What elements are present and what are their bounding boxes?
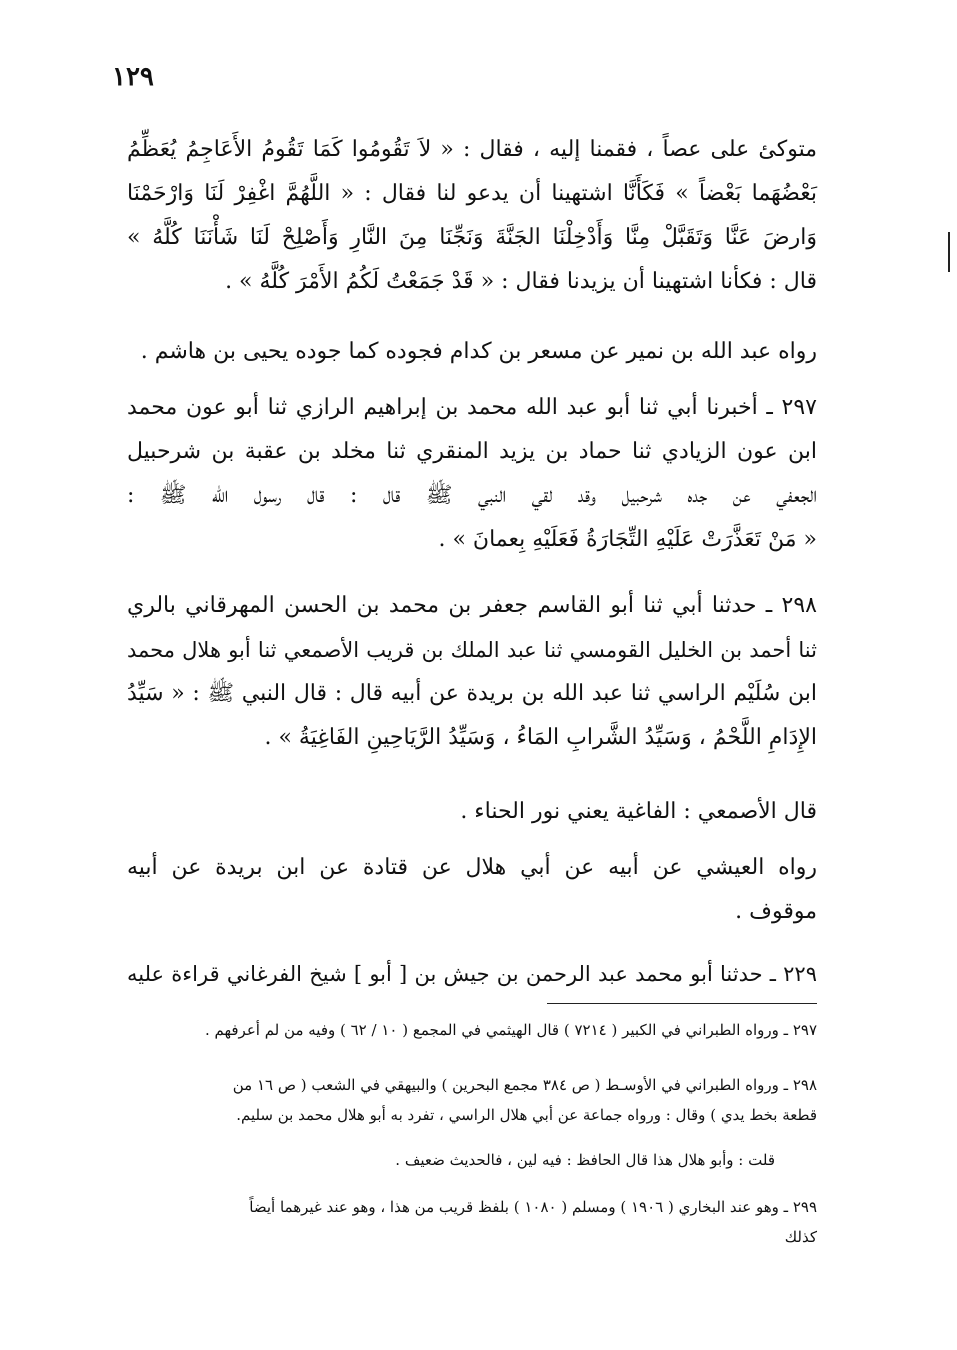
paragraph-hadith-297 [127, 386, 817, 562]
footnote-299 [127, 1192, 817, 1252]
footnote-298-comment [135, 1145, 775, 1175]
text-line: ٢٩٧ ـ أخبرنا أبي ثنا أبو عبد الله محمد بن إبراهيم الرازي ثنا أبو عون محمد [127, 395, 817, 420]
paragraph-hadith-298 [127, 584, 817, 760]
text-line: رواه عبد الله بن نمير عن مسعر بن كدام فجوده كما جوده يحيى بن هاشم . [140, 339, 817, 364]
footnote-line: ٢٩٧ ـ ورواه الطبراني في الكبير ( ٧٢١٤ ) قال الهيثمي في المجمع ( ١٠ / ٦٢ ) وفيه من لم أعرفهم . [204, 1021, 817, 1039]
text-line: الجعفي عن جده شرحبيل وقد لقي النبي ﷺ قال : قال رسول الله ﷺ : [127, 483, 817, 508]
footnote-line: ٢٩٨ ـ ورواه الطبراني في الأوسـط ( ص ٣٨٤ مجمع البحرين ) والبيهقي في الشعب ( ص ١٦ من [232, 1076, 817, 1094]
text-line: قال الأصمعي : الفاغية يعني نور الحناء . [460, 799, 817, 824]
text-line: « مَنْ تَعَذَّرَتْ عَلَيْهِ التِّجَارَةُ فَعَلَيْهِ بِعمانَ » . [438, 527, 817, 552]
paragraph-asmai-note [127, 790, 817, 834]
text-line: ابن عون الزيادي ثنا حماد بن يزيد المنقري ثنا مخلد بن عقبة بن شرحبيل [127, 439, 817, 464]
footnote-line: كذلك [784, 1228, 817, 1246]
text-line: الإِدَامِ اللَّحْمُ ، وَسَيِّدُ الشَّرابِ المَاءُ ، وَسَيِّدُ الرَّيَاحِينِ الفَاغِيَةُ » . [264, 725, 817, 750]
paragraph-hadith-continuation [127, 128, 817, 304]
text-line: ٢٢٩ ـ حدثنا أبو محمد عبد الرحمن بن جيش بن [ أبو ] شيخ الفرغاني قراءة عليه [127, 962, 817, 986]
text-line: رواه العيشي عن أبيه عن أبي هلال عن قتادة عن ابن بريدة عن أبيه [127, 855, 817, 880]
footnote-separator [547, 1003, 817, 1004]
footnote-297 [127, 1015, 817, 1045]
text-line: ثنا أحمد بن الخليل القومسي ثنا عبد الملك بن قريب الأصمعي ثنا أبو هلال محمد [127, 638, 817, 662]
text-line: متوكئ على عصاً ، فقمنا إليه ، فقال : « لاَ تَقُومُوا كَمَا تَقُومُ الأَعَاجِمُ يُعَظِّمُ [127, 137, 817, 162]
paragraph-narration-note [127, 330, 817, 374]
paragraph-ayshi-narration [127, 846, 817, 934]
footnote-298 [127, 1070, 817, 1130]
paragraph-hadith-299-start [127, 952, 817, 996]
text-line: بَعْضُهَما بَعْضاً » فَكَأَنَّا اشتهينا أن يدعو لنا فقال : « اللَّهُمَّ اغْفِرْ لَنَا وَارْحَمْنَا [127, 181, 817, 206]
page-number: ١٢٩ [112, 62, 154, 92]
text-line: موقوف . [735, 899, 817, 924]
margin-mark [948, 232, 950, 272]
footnote-line: قلت : وأبو هلال هذا قال الحافظ : فيه لين ، فالحديث ضعيف . [395, 1151, 775, 1169]
text-line: وَارضَ عَنَّا وَتَقَبَّلْ مِنَّا وَأَدْخِلْنَا الجَنَّةَ وَنَجِّنَا مِنَ النَّارِ وَأَصْلِحْ لَنَا شَأْنَنَا كُلَّهُ » [127, 225, 817, 250]
text-line: قال : فكأنا اشتهينا أن يزيدنا فقال : « قَدْ جَمَعْتُ لَكُمُ الأَمْرَ كُلَّهُ » . [225, 269, 817, 294]
text-line: ابن سُلَيْم الراسي ثنا عبد الله بن بريدة عن أبيه قال : قال النبي ﷺ : « سَيِّدُ [127, 681, 817, 706]
footnote-line: ٢٩٩ ـ وهو عند البخاري ( ١٩٠٦ ) ومسلم ( ١٠٨٠ ) بلفظ قريب من هذا ، وهو عند غيرهما أيضاً [249, 1198, 817, 1216]
text-line: ٢٩٨ ـ حدثنا أبي ثنا أبو القاسم جعفر بن محمد بن الحسن المهرقاني بالري [127, 593, 817, 618]
footnote-line: قطعة بخط يدي ) وقال : ورواه جماعة عن أبي هلال الراسي ، تفرد به أبو هلال محمد بن سليم. [236, 1106, 817, 1124]
